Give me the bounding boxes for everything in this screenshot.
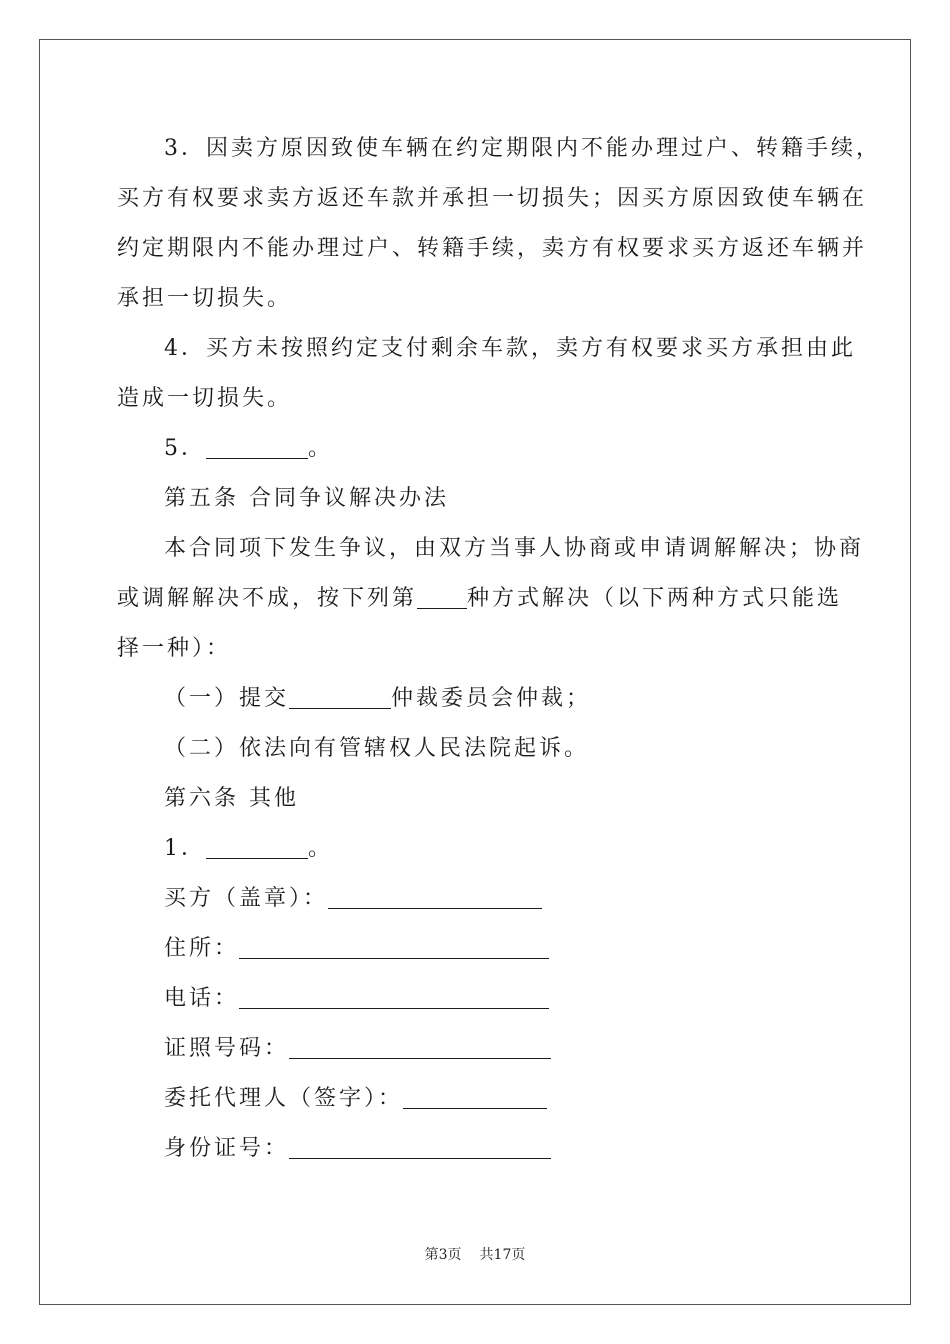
buyer-seal-row: [117, 874, 837, 924]
agent-signature-blank[interactable]: [403, 1078, 547, 1109]
buyer-seal-blank[interactable]: [328, 878, 542, 909]
agent-signature-label: 委托代理人（签字）：: [164, 1086, 404, 1111]
address-label: 住所：: [164, 936, 240, 961]
page-footer: [0, 1244, 950, 1264]
option-1-start: （一）提交: [164, 686, 290, 711]
buyer-seal-label: 买方（盖章）：: [164, 886, 329, 911]
other-1-blank[interactable]: [206, 828, 308, 859]
phone-label: 电话：: [164, 986, 240, 1011]
clause-3-line-3: 约定期限内不能办理过户、转籍手续，卖方有权要求买方返还车辆并: [117, 236, 868, 261]
license-number-row: [117, 1024, 837, 1074]
current-page-number: 第3页: [424, 1247, 462, 1263]
other-1-number: 1．: [164, 836, 206, 861]
phone-row: [117, 974, 837, 1024]
id-number-blank[interactable]: [289, 1128, 551, 1159]
id-number-row: [117, 1124, 837, 1174]
clause-5-number: 5．: [164, 436, 206, 461]
article-5-title: 第五条 合同争议解决办法: [164, 486, 449, 511]
arbitration-committee-blank[interactable]: [289, 678, 391, 709]
clause-5-blank[interactable]: [206, 428, 308, 459]
clause-3-line-1: 3．因卖方原因致使车辆在约定期限内不能办理过户、转籍手续，: [164, 136, 881, 161]
clause-3-line-4: 承担一切损失。: [117, 286, 293, 311]
agent-signature-row: [117, 1074, 837, 1124]
address-blank[interactable]: [239, 928, 549, 959]
clause-3-line-2: 买方有权要求卖方返还车款并承担一切损失；因买方原因致使车辆在: [117, 186, 868, 211]
total-page-count: 共17页: [479, 1247, 526, 1263]
other-1-end: 。: [308, 836, 334, 861]
dispute-line-1: 本合同项下发生争议，由双方当事人协商或申请调解解决；协商: [164, 536, 865, 561]
clause-5-end: 。: [308, 436, 334, 461]
article-6-title: 第六条 其他: [164, 786, 299, 811]
clause-4-line-1: 4．买方未按照约定支付剩余车款，卖方有权要求买方承担由此: [164, 336, 856, 361]
phone-blank[interactable]: [239, 978, 549, 1009]
license-number-blank[interactable]: [289, 1028, 551, 1059]
dispute-line-2-start: 或调解解决不成，按下列第: [117, 586, 418, 611]
dispute-line-2-end: 种方式解决（以下两种方式只能选: [467, 586, 843, 611]
option-1-end: 仲裁委员会仲裁；: [391, 686, 592, 711]
clause-4-line-2: 造成一切损失。: [117, 386, 293, 411]
option-1: [117, 674, 837, 724]
document-body: [117, 124, 881, 1174]
option-2: （二）依法向有管辖权人民法院起诉。: [164, 736, 590, 761]
id-number-label: 身份证号：: [164, 1136, 290, 1161]
other-1: [117, 824, 837, 874]
dispute-line-3: 择一种）：: [117, 636, 232, 661]
dispute-method-blank[interactable]: [417, 578, 467, 609]
address-row: [117, 924, 837, 974]
license-number-label: 证照号码：: [164, 1036, 290, 1061]
dispute-line-2: [117, 574, 843, 624]
clause-5: [117, 424, 837, 474]
